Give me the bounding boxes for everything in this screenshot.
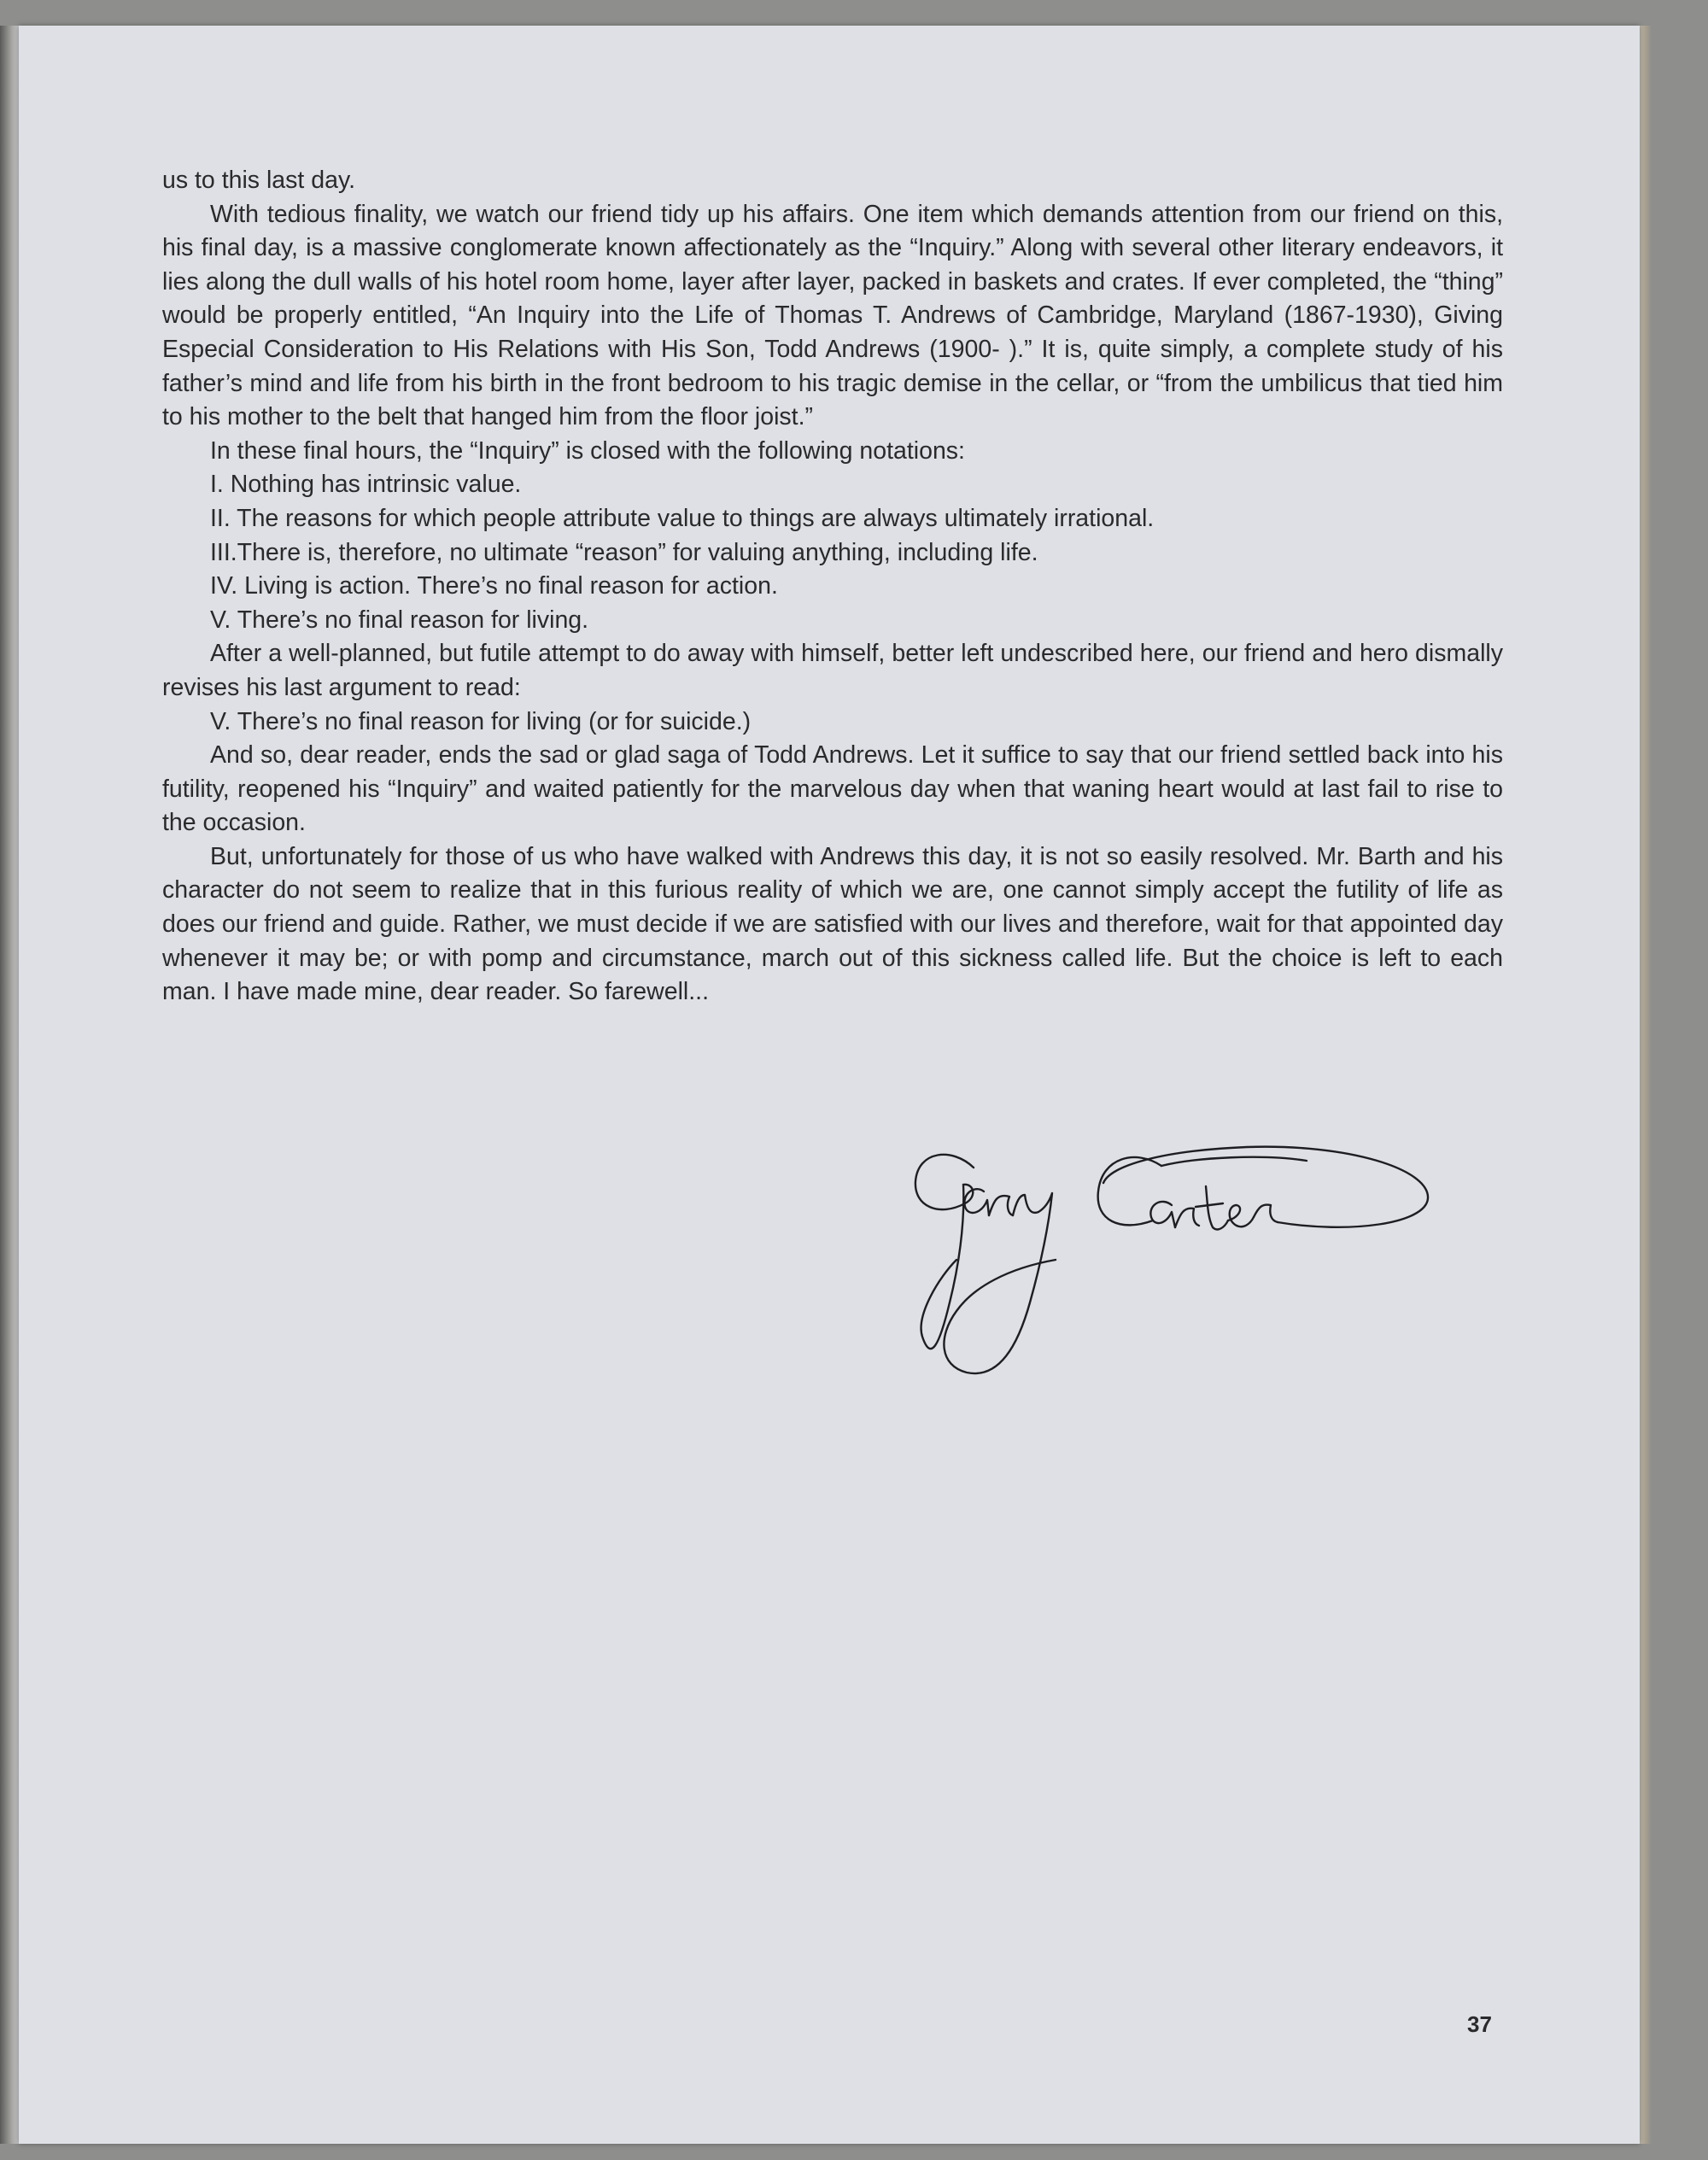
handwritten-signature xyxy=(905,1132,1443,1396)
binding-edge xyxy=(0,26,20,2144)
notation-item-2: II. The reasons for which people attribute value to things are always ultimately irrational. xyxy=(210,504,1155,532)
notation-item-5-revised: V. There’s no final reason for living (or for suicide.) xyxy=(210,707,752,735)
body-text xyxy=(162,164,1503,1010)
notation-item-3: III.There is, therefore, no ultimate “reason” for valuing anything, including life. xyxy=(210,538,1038,566)
page-number: 37 xyxy=(1467,2011,1492,2037)
notation-item-1: I. Nothing has intrinsic value. xyxy=(210,471,522,499)
paragraph-conclusion: But, unfortunately for those of us who have walked with Andrews this day, it is not so easily resolved. Mr. Barth and his character do not seem to realize that in this furious reality of which we are, one cannot simply accept the futility of life as does our friend and guide. Rather, we must decide if we are satisfied with our lives and therefore, wait for that appointed day whenever it may be; or with pomp and circumstance, march out of this sickness called life. But the choice is left to each man. I have made mine, dear reader. So farewell... xyxy=(162,842,1503,1006)
notation-item-5: V. There’s no final reason for living. xyxy=(210,606,589,634)
paragraph-continuation: us to this last day. xyxy=(162,167,355,194)
paragraph-notations-intro: In these final hours, the “Inquiry” is closed with the following notations: xyxy=(210,436,965,465)
paragraph-futile-attempt: After a well-planned, but futile attempt to do away with himself, better left undescribed here, our friend and hero dismally revises his last argument to read: xyxy=(162,640,1503,701)
paragraph-saga-end: And so, dear reader, ends the sad or glad saga of Todd Andrews. Let it suffice to say that our friend settled back into his futility, reopened his “Inquiry” and waited patiently for the marvelous day when that waning heart would at last fail to rise to the occasion. xyxy=(162,741,1503,837)
page-edge xyxy=(1640,26,1652,2144)
notation-item-4: IV. Living is action. There’s no final reason for action. xyxy=(210,572,778,600)
paragraph-inquiry: With tedious finality, we watch our friend tidy up his affairs. One item which demands attention from our friend on this, his final day, is a massive conglomerate known affectionately as the “Inquiry.” Along with several other literary endeavors, it lies along the dull walls of his hotel room home, layer after layer, packed in baskets and crates. If ever completed, the “thing” would be properly entitled, “An Inquiry into the Life of Thomas T. Andrews of Cambridge, Maryland (1867-1930), Giving Especial Consideration to His Relations with His Son, Todd Andrews (1900- ).” It is, quite simply, a complete study of his father’s mind and life from his birth in the front bedroom to his tragic demise in the cellar, or “from the umbilicus that tied him to his mother to the belt that hanged him from the floor joist.” xyxy=(162,200,1503,431)
